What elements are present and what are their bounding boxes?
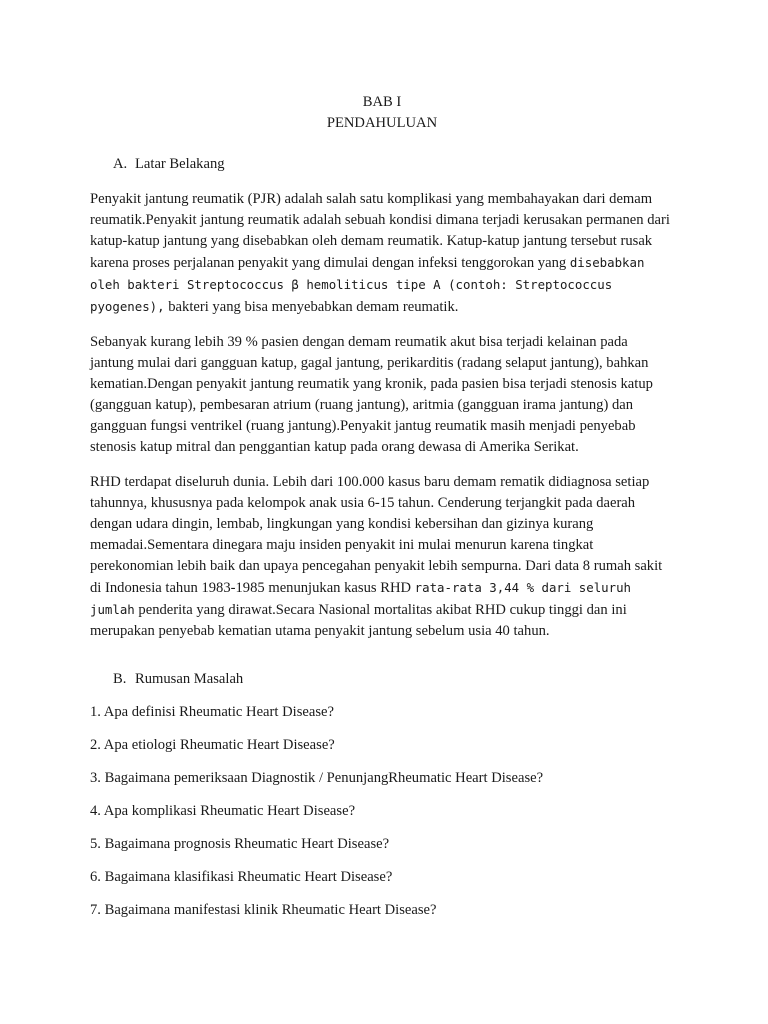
paragraph-3 bbox=[90, 472, 674, 642]
document-page bbox=[90, 92, 674, 933]
section-b-heading bbox=[90, 669, 674, 690]
section-a-title: Latar Belakang bbox=[135, 156, 225, 172]
chapter-label: BAB I bbox=[362, 94, 402, 110]
paragraph-1-part1: Penyakit jantung reumatik (PJR) adalah salah satu komplikasi yang membahayakan dari demam reumatik.Penyakit jantung reumatik adalah sebuah kondisi dimana terjadi kerusakan permanen dari katup-katup jantung yang disebabkan oleh demam reumatik. Katup-katup jantung tersebut rusak karena proses perjalanan penyakit yang dimulai dengan infeksi tenggorokan yang bbox=[90, 191, 670, 271]
paragraph-1-part2: bakteri yang bisa menyebabkan demam reumatik. bbox=[164, 299, 459, 315]
list-item: 4. Apa komplikasi Rheumatic Heart Disease? bbox=[90, 803, 356, 819]
list-item: 1. Apa definisi Rheumatic Heart Disease? bbox=[90, 704, 334, 720]
question-list bbox=[90, 702, 674, 921]
paragraph-3-mono: rata-rata 3,44 % dari seluruh jumlah bbox=[90, 580, 632, 617]
paragraph-1 bbox=[90, 189, 674, 318]
chapter-title: PENDAHULUAN bbox=[326, 115, 438, 131]
paragraph-1-mono: disebabkan oleh bakteri Streptococcus β hemoliticus tipe A (contoh: Streptococcus pyogenes), bbox=[90, 255, 645, 314]
list-item: 5. Bagaimana prognosis Rheumatic Heart Disease? bbox=[90, 836, 390, 852]
section-b-title: Rumusan Masalah bbox=[135, 671, 244, 687]
section-a-heading bbox=[90, 154, 674, 175]
section-b-number: B. bbox=[113, 671, 127, 687]
paragraph-3-part1: RHD terdapat diseluruh dunia. Lebih dari 100.000 kasus baru demam rematik didiagnosa setiap tahunnya, khususnya pada kelompok anak usia 6-15 tahun. Cenderung terjangkit pada daerah dengan udara dingin, lembab, lingkungan yang kondisi kebersihan dan gizinya kurang memadai.Sementara dinegara maju insiden penyakit ini mulai menurun karena tingkat perekonomian lebih baik dan upaya pencegahan penyakit lebih sempurna. Dari data 8 rumah sakit di Indonesia tahun 1983-1985 menunjukan kasus RHD bbox=[90, 474, 663, 596]
section-a-number: A. bbox=[113, 156, 128, 172]
paragraph-2: Sebanyak kurang lebih 39 % pasien dengan demam reumatik akut bisa terjadi kelainan pada jantung mulai dari gangguan katup, gagal jantung, perikarditis (radang selaput jantung), bahkan kematian.Dengan penyakit jantung reumatik yang kronik, pada pasien bisa terjadi stenosis katup (gangguan katup), pembesaran atrium (ruang jantung), aritmia (gangguan irama jantung) dan gangguan fungsi ventrikel (ruang jantung).Penyakit jantug reumatik masih menjadi penyebab stenosis katup mitral dan penggantian katup pada orang dewasa di Amerika Serikat. bbox=[90, 334, 653, 455]
paragraph-3-part2: penderita yang dirawat.Secara Nasional mortalitas akibat RHD cukup tinggi dan ini merupakan penyebab kematian utama penyakit jantung sebelum usia 40 tahun. bbox=[90, 602, 627, 639]
list-item: 3. Bagaimana pemeriksaan Diagnostik / PenunjangRheumatic Heart Disease? bbox=[90, 770, 544, 786]
list-item: 6. Bagaimana klasifikasi Rheumatic Heart Disease? bbox=[90, 869, 393, 885]
list-item: 2. Apa etiologi Rheumatic Heart Disease? bbox=[90, 737, 335, 753]
list-item: 7. Bagaimana manifestasi klinik Rheumatic Heart Disease? bbox=[90, 902, 437, 918]
